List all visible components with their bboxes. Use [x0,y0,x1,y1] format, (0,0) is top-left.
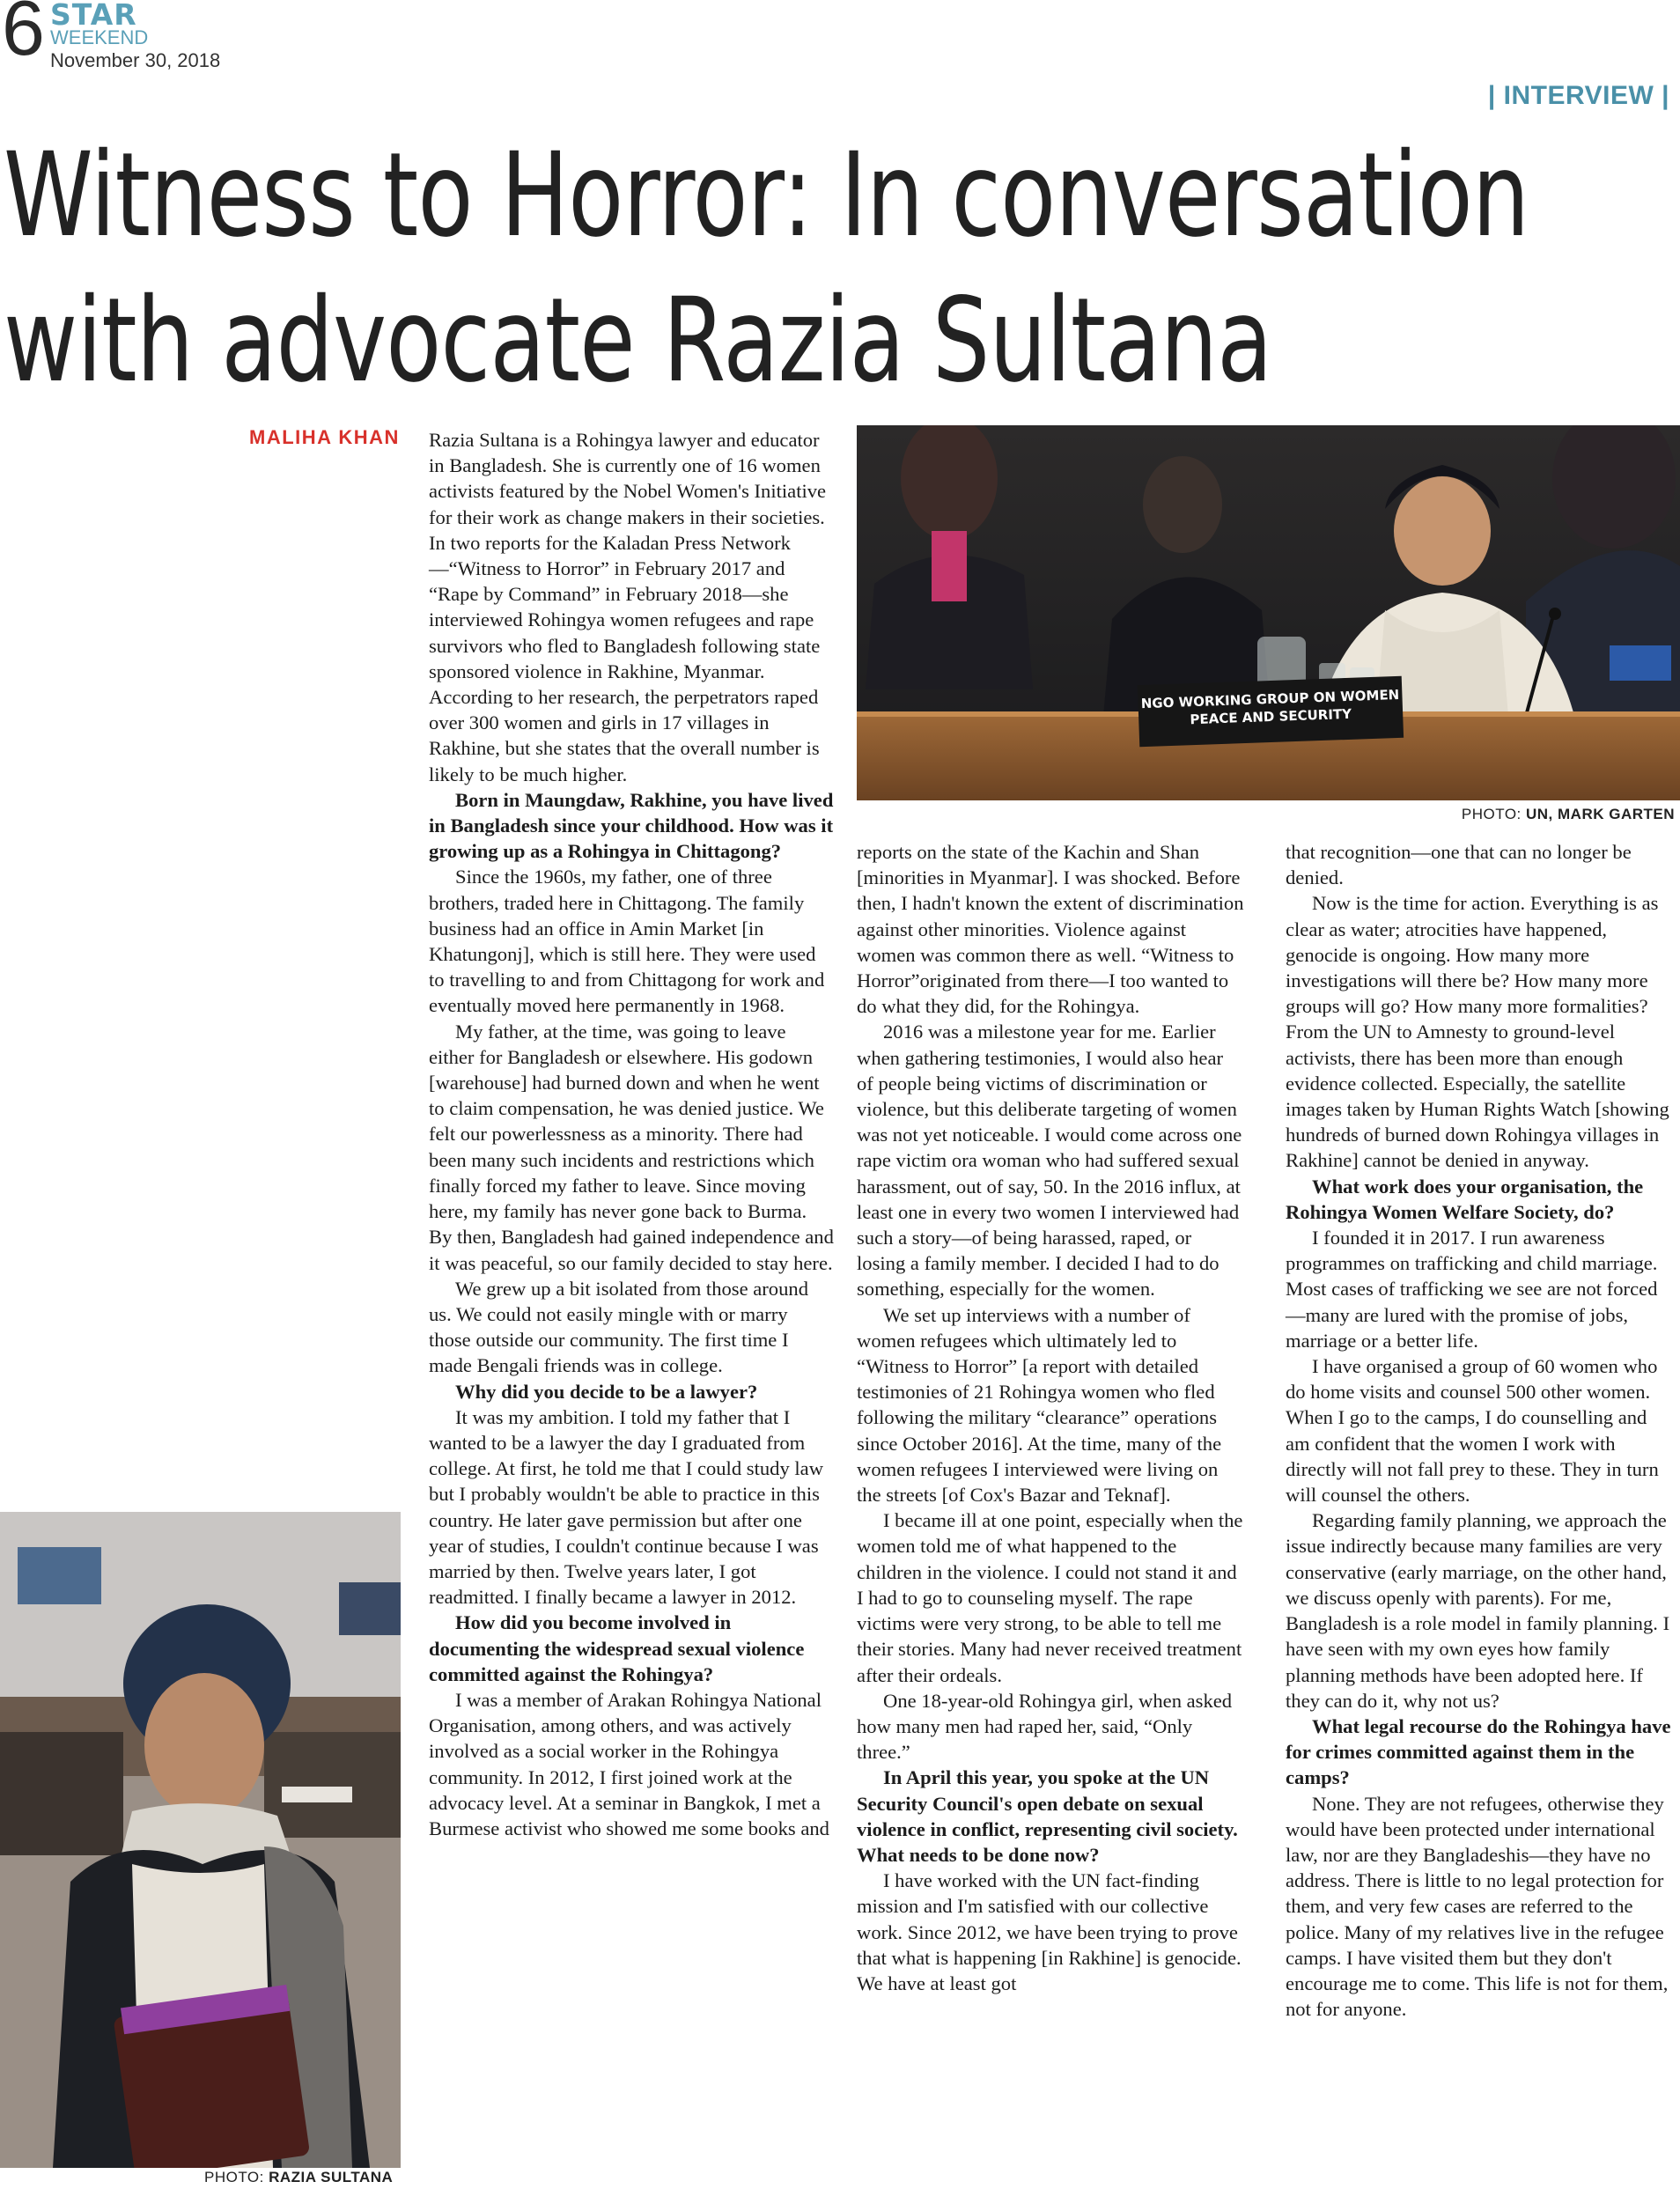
main-photo-credit [1462,806,1675,823]
page-number: 6 [2,0,45,71]
main-photo [857,425,1680,800]
brand-name: STAR [50,0,137,32]
side-photo-illustration [0,1512,401,2168]
article-paragraph: None. They are not refugees, otherwise they would have been protected under international law, nor are they Bangladeshis—they have no address. There is little to no legal protection for them, and very few cases are referred to the police. Many of my relatives live in the refugee camps. I have visited them but they don't encourage me to come. This life is not for them, not for anyone. [1286,1792,1669,2021]
edition-name: WEEKEND [50,26,149,48]
interview-question: Why did you decide to be a lawyer? [455,1380,758,1403]
article-paragraph: We grew up a bit isolated from those around us. We could not easily mingle with or marry those outside our community. The first time I made Bengali friends was in college. [429,1277,808,1377]
article-paragraph: One 18-year-old Rohingya girl, when asked how many men had raped her, said, “Only three.” [857,1689,1233,1764]
credit-name: UN, MARK GARTEN [1526,806,1675,822]
article-paragraph: I founded it in 2017. I run awareness programmes on trafficking and child marriage. Most cases of trafficking we see are not forced—many are lured with the promise of jobs, marriage or a better life. [1286,1227,1658,1352]
side-photo-credit [204,2169,393,2186]
byline: MALIHA KHAN [249,426,400,448]
interview-question: Born in Maungdaw, Rakhine, you have lived in Bangladesh since your childhood. How was it growing up as a Rohingya in Chittagong? [429,788,834,863]
interview-question: How did you become involved in documenting the widespread sexual violence committed against the Rohingya? [429,1611,805,1685]
masthead [0,0,229,79]
interview-question: In April this year, you spoke at the UN Security Council's open debate on sexual violence in conflict, representing civil society. What needs to be done now? [857,1766,1238,1866]
article-paragraph: reports on the state of the Kachin and Shan [minorities in Myanmar]. I was shocked. Before then, I hadn't known the extent of discrimination against other minorities. Violence against women was common there as well. “Witness to Horror”originated from there—I too wanted to do what they did, for the Rohingya. [857,841,1244,1018]
article-paragraph: that recognition—one that can no longer be denied. [1286,841,1632,889]
article-paragraph: I became ill at one point, especially when the women told me of what happened to the children in the violence. I could not stand it and I had to go to counseling myself. The rape victims were very strong, to be able to tell me their stories. Many had never received treatment after their ordeals. [857,1509,1243,1686]
article-column-1 [429,427,834,1841]
article-paragraph: I have worked with the UN fact-finding mission and I'm satisfied with our collective work. Since 2012, we have been trying to prove that what is happening [in Rakhine] is genocide. We have at least got [857,1869,1242,1994]
interview-question: What legal recourse do the Rohingya have for crimes committed against them in the camps? [1286,1714,1671,1789]
article-paragraph: Now is the time for action. Everything is as clear as water; atrocities have happened, genocide is ongoing. How many more investigations will there be? How many more groups will go? How many more formalities? From the UN to Amnesty to ground-level activists, there has been more than enough evidence collected. Especially, the satellite images taken by Human Rights Watch [showing hundreds of burned down Rohingya villages in Rakhine] cannot be denied in anyway. [1286,892,1669,1172]
main-photo-illustration [857,425,1680,800]
credit-name: RAZIA SULTANA [269,2169,394,2185]
article-paragraph: 2016 was a milestone year for me. Earlier when gathering testimonies, I would also hear of people being victims of discrimination or violence, but this deliberate targeting of women was not yet noticeable. I would come across one rape victim ora woman who had suffered sexual harassment, out of say, 50. In the 2016 influx, at least one in every two women I interviewed had such a story—of being harassed, raped, or losing a family member. I decided I had to do something, especially for the women. [857,1021,1242,1301]
article-column-3 [1286,839,1673,2022]
headline-line-2: with advocate Razia Sultana [4,273,1272,409]
article-paragraph: I have organised a group of 60 women who do home visits and counsel 500 other women. When I go to the camps, I do counselling and am confident that the women I work with directly will not fall prey to these. They in turn will counsel the others. [1286,1355,1659,1507]
issue-date: November 30, 2018 [50,49,221,71]
credit-prefix: PHOTO: [204,2169,269,2185]
nameplate-line-1: NGO WORKING GROUP ON WOMEN [1140,686,1400,712]
article-paragraph: Razia Sultana is a Rohingya lawyer and educator in Bangladesh. She is currently one of 16 women activists featured by the Nobel Women's Initiative for their work as change makers in their societies. In two reports for the Kaladan Press Network—“Witness to Horror” in February 2017 and “Rape by Command” in February 2018—she interviewed Rohingya women refugees and rape survivors who fled to Bangladesh following state sponsored violence in Rakhine, Myanmar. According to her research, the perpetrators raped over 300 women and girls in 17 villages in Rakhine, but she states that the overall number is likely to be much higher. [429,429,827,785]
nameplate [1138,676,1404,747]
headline-line-1: Witness to Horror: In conversation [4,128,1529,263]
article-paragraph: My father, at the time, was going to leave either for Bangladesh or elsewhere. His godown [warehouse] had burned down and when he went to claim compensation, he was denied justice. We felt our powerlessness as a minority. There had been many such incidents and restrictions which finally forced my father to leave. Since moving here, my family has never gone back to Burma. By then, Bangladesh had gained independence and it was peaceful, so our family decided to stay here. [429,1020,834,1274]
nameplate-line-2: PEACE AND SECURITY [1190,705,1352,728]
headline [4,123,1529,414]
side-photo [0,1512,401,2168]
article-paragraph: I was a member of Arakan Rohingya National Organisation, among others, and was actively involved as a social worker in the Rohingya community. In 2012, I first joined work at the advocacy level. At a seminar in Bangkok, I met a Burmese activist who showed me some books and [429,1688,829,1839]
article-paragraph: It was my ambition. I told my father that I wanted to be a lawyer the day I graduated from college. At first, he told me that I could study law but I probably wouldn't be able to practice in this country. He later gave permission but after one year of studies, I couldn't continue because I was married by then. Twelve years later, I got readmitted. I finally became a lawyer in 2012. [429,1405,824,1609]
article-paragraph: We set up interviews with a number of women refugees which ultimately led to “Witness to Horror” [a report with detailed testimonies of 21 Rohingya women who fled following the military “clearance” operations since October 2016]. At the time, many of the women refugees I interviewed were living on the streets [of Cox's Bazar and Teknaf]. [857,1303,1222,1507]
credit-prefix: PHOTO: [1461,806,1526,822]
section-tag: | INTERVIEW | [1487,81,1669,110]
article-paragraph: Regarding family planning, we approach the issue indirectly because many families are very conservative (early marriage, on the other hand, we discuss openly with parents). For me, Bangladesh is a role model in family planning. I have seen with my own eyes how family planning methods have been adopted here. If they can do it, why not us? [1286,1509,1670,1712]
article-column-2 [857,839,1244,1996]
interview-question: What work does your organisation, the Rohingya Women Welfare Society, do? [1286,1175,1644,1223]
article-paragraph: Since the 1960s, my father, one of three brothers, traded here in Chittagong. The family business had an office in Amin Market [in Khatungonj], which is still here. They were used to travelling to and from Chittagong for work and eventually moved here permanently in 1968. [429,866,825,1017]
